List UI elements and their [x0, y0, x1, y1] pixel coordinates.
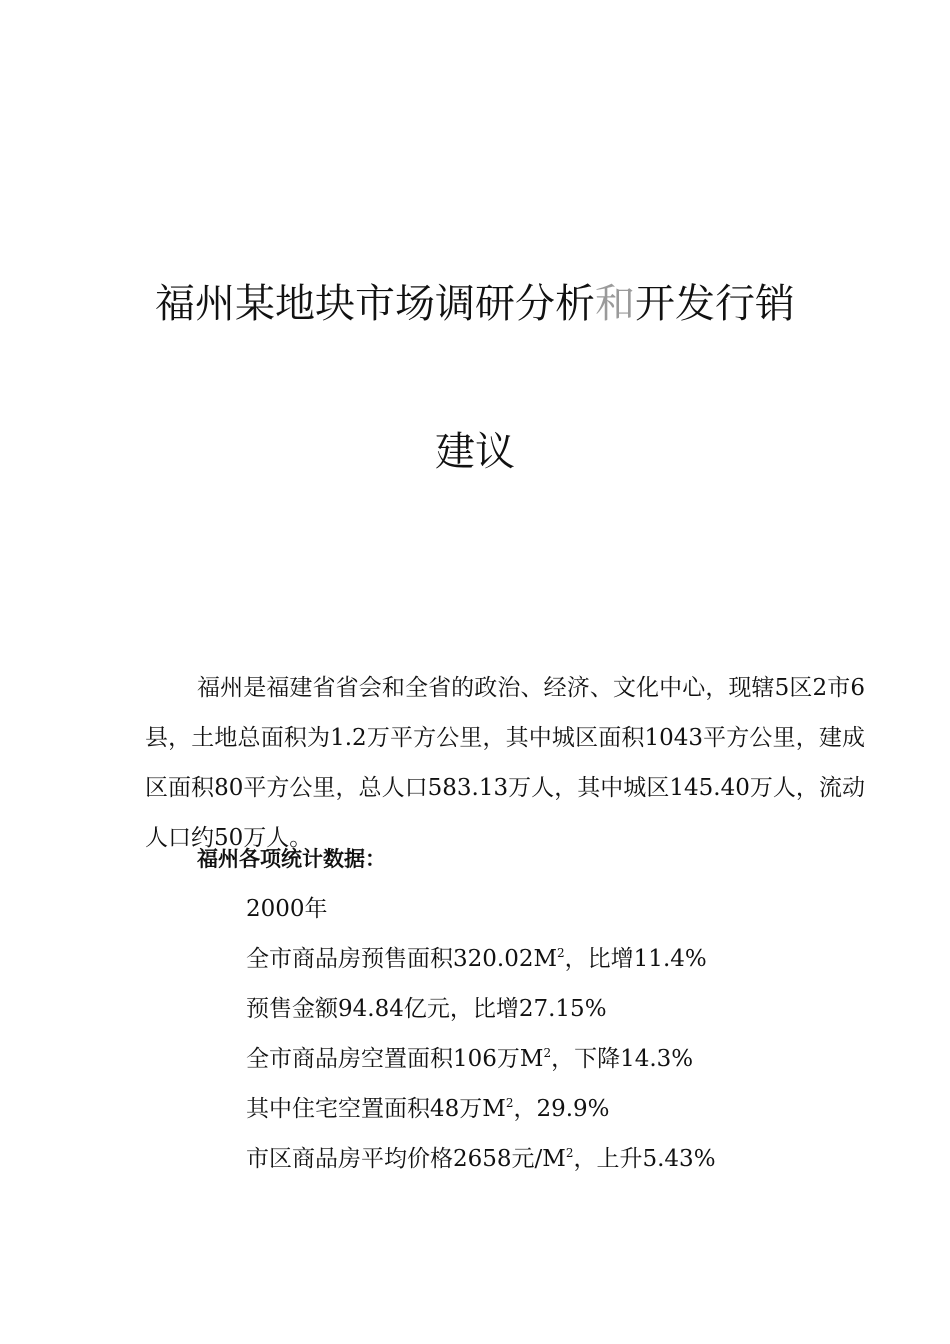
- intro-paragraph: 福州是福建省省会和全省的政治、经济、文化中心，现辖5区2市6县，土地总面积为1.2万平方公里，其中城区面积1043平方公里，建成区面积80平方公里，总人口583.13万人，其中城区145.40万人，流动人口约50万人。: [145, 675, 865, 851]
- title-text-part-2: 和: [595, 281, 635, 327]
- stats-year: 2000年: [246, 896, 328, 922]
- document-title-line-1: [0, 272, 950, 329]
- stats-list: [246, 884, 716, 1184]
- title-text-part-1: 福州某地块市场调研分析: [155, 281, 595, 327]
- title-text-part-3: 开发行销: [635, 281, 795, 327]
- stats-item: 全市商品房空置面积106万$M^2$，下降14.3%: [246, 1046, 694, 1072]
- stats-item: 全市商品房预售面积$320.02M^2$，比增11.4%: [246, 946, 707, 972]
- document-title-line-2: 建议: [435, 429, 515, 475]
- stats-heading: 福州各项统计数据：: [197, 847, 386, 871]
- stats-item: 预售金额94.84亿元，比增27.15%: [246, 996, 607, 1022]
- stats-item: 市区商品房平均价格2658元$/M^2$，上升5.43%: [246, 1146, 716, 1172]
- stats-item: 其中住宅空置面积48万$M^2$，29.9%: [246, 1096, 610, 1122]
